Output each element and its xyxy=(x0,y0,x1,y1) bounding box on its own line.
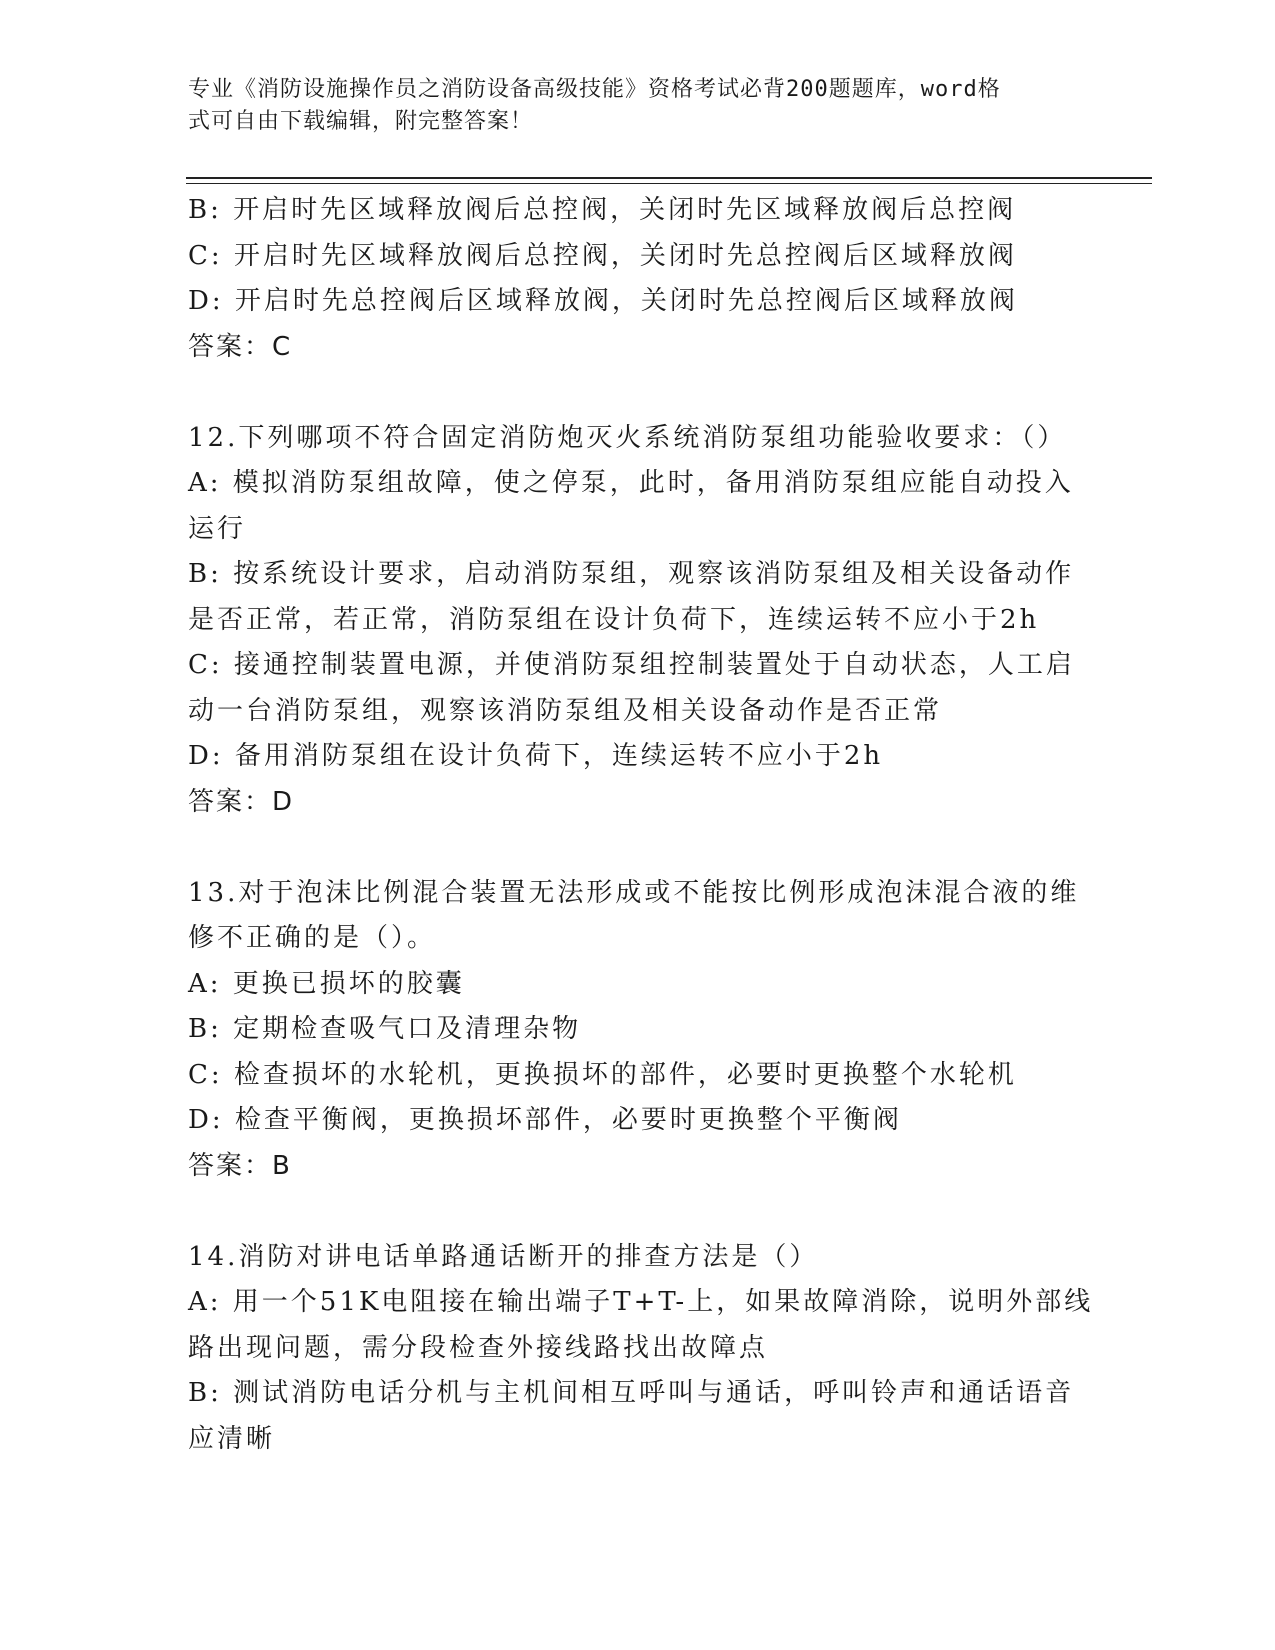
header-rule-thick xyxy=(186,177,1152,179)
question-stem: 14.消防对讲电话单路通话断开的排查方法是（） xyxy=(188,1241,819,1272)
document-header xyxy=(188,74,1068,138)
option-c: C: 开启时先区域释放阀后总控阀，关闭时先总控阀后区域释放阀 xyxy=(188,240,1017,271)
option-a: A: 用一个51K电阻接在输出端子T+T-上，如果故障消除，说明外部线 xyxy=(188,1287,1094,1317)
option-b-continued: 是否正常，若正常，消防泵组在设计负荷下，连续运转不应小于2h xyxy=(188,604,1040,635)
header-rule-thin xyxy=(186,183,1152,184)
spacer xyxy=(188,1189,1088,1235)
question-13 xyxy=(188,871,1088,1190)
option-d: D: 开启时先总控阀后区域释放阀，关闭时先总控阀后区域释放阀 xyxy=(188,286,1018,316)
option-a-continued: 路出现问题，需分段检查外接线路找出故障点 xyxy=(188,1332,769,1363)
option-a: A: 模拟消防泵组故障，使之停泵，此时，备用消防泵组应能自动投入 xyxy=(188,468,1074,498)
option-b: B: 测试消防电话分机与主机间相互呼叫与通话，呼叫铃声和通话语音 xyxy=(188,1378,1075,1408)
option-c-continued: 动一台消防泵组，观察该消防泵组及相关设备动作是否正常 xyxy=(188,695,943,726)
question-12 xyxy=(188,416,1088,826)
option-d: D: 检查平衡阀，更换损坏部件，必要时更换整个平衡阀 xyxy=(188,1105,902,1135)
question-stem: 13.对于泡沫比例混合装置无法形成或不能按比例形成泡沫混合液的维 xyxy=(188,877,1080,908)
option-d: D: 备用消防泵组在设计负荷下，连续运转不应小于2h xyxy=(188,741,884,771)
option-c: C: 接通控制装置电源，并使消防泵组控制装置处于自动状态，人工启 xyxy=(188,650,1075,680)
option-b: B: 按系统设计要求，启动消防泵组，观察该消防泵组及相关设备动作 xyxy=(188,559,1075,589)
option-a: A: 更换已损坏的胶囊 xyxy=(188,968,465,999)
answer-line: 答案：D xyxy=(188,786,295,817)
option-b: B: 开启时先区域释放阀后总控阀，关闭时先区域释放阀后总控阀 xyxy=(188,195,1017,225)
spacer xyxy=(188,370,1088,416)
spacer xyxy=(188,825,1088,871)
question-stem: 12.下列哪项不符合固定消防炮灭火系统消防泵组功能验收要求：（） xyxy=(188,422,1067,453)
option-c: C: 检查损坏的水轮机，更换损坏的部件，必要时更换整个水轮机 xyxy=(188,1059,1017,1090)
option-a-continued: 运行 xyxy=(188,513,247,544)
question-11-continued xyxy=(188,188,1088,370)
option-b-continued: 应清晰 xyxy=(188,1423,276,1454)
header-line-1: 专业《消防设施操作员之消防设备高级技能》资格考试必背200题题库，word格 xyxy=(188,77,1001,102)
answer-line: 答案：B xyxy=(188,1150,292,1181)
option-b: B: 定期检查吸气口及清理杂物 xyxy=(188,1014,582,1044)
header-line-2: 式可自由下载编辑，附完整答案！ xyxy=(188,109,534,134)
question-list xyxy=(188,188,1094,1462)
question-14 xyxy=(188,1235,1094,1463)
question-stem-continued: 修不正确的是（）。 xyxy=(188,923,437,953)
answer-line: 答案：C xyxy=(188,331,293,362)
